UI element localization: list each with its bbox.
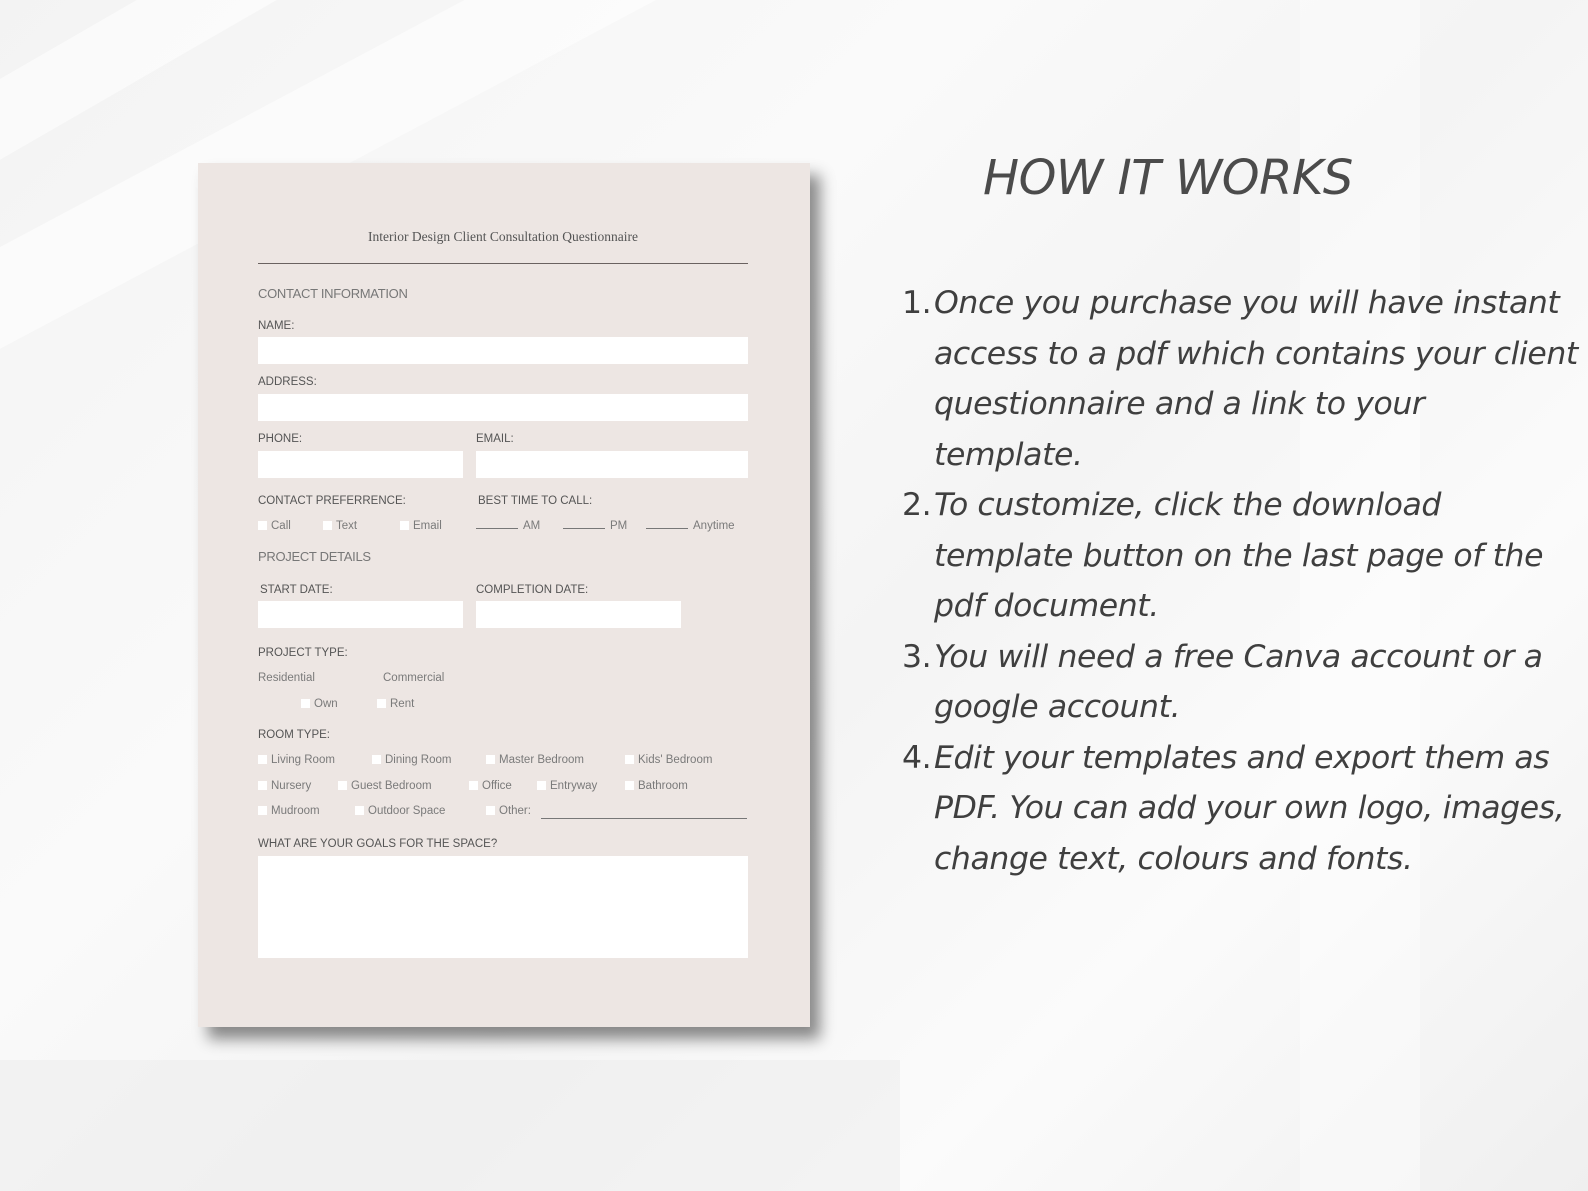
best-time-anytime[interactable]: Anytime: [646, 520, 735, 532]
checkbox[interactable]: [258, 781, 267, 790]
goals-field[interactable]: [258, 856, 748, 958]
checkbox[interactable]: [258, 755, 267, 764]
contact-option-call[interactable]: Call: [258, 520, 291, 532]
checkbox[interactable]: [258, 806, 267, 815]
ownership-own[interactable]: Own: [301, 698, 338, 710]
step-item: 2. To customize, click the download template button on the last page of the pdf document.: [902, 487, 1544, 624]
step-item: 4. Edit your templates and export them as PDF. You can add your own logo, images, change text, colours and fonts.: [902, 739, 1565, 877]
contact-option-email[interactable]: Email: [400, 520, 442, 532]
phone-label: PHONE:: [258, 433, 303, 445]
address-field[interactable]: [258, 394, 748, 421]
completion-date-field[interactable]: [476, 601, 681, 628]
checkbox[interactable]: [486, 806, 495, 815]
checkbox[interactable]: [323, 521, 332, 530]
room-type-label: ROOM TYPE:: [258, 729, 330, 741]
room-type-option[interactable]: Kids' Bedroom: [625, 754, 712, 766]
contact-section-heading: CONTACT INFORMATION: [258, 286, 408, 301]
name-label: NAME:: [258, 320, 295, 332]
room-type-option[interactable]: Master Bedroom: [486, 754, 584, 766]
contact-option-text[interactable]: Text: [323, 520, 357, 532]
checkbox[interactable]: [469, 781, 478, 790]
other-room-line[interactable]: [541, 818, 747, 819]
completion-date-label: COMPLETION DATE:: [476, 584, 589, 596]
address-label: ADDRESS:: [258, 376, 317, 388]
step-item: 3. You will need a free Canva account or a google account.: [902, 638, 1543, 725]
checkbox[interactable]: [400, 521, 409, 530]
blank-line: [563, 528, 605, 529]
checkbox[interactable]: [258, 521, 267, 530]
room-type-option[interactable]: Living Room: [258, 754, 335, 766]
start-date-label: START DATE:: [260, 584, 333, 596]
goals-label: WHAT ARE YOUR GOALS FOR THE SPACE?: [258, 838, 498, 850]
checkbox[interactable]: [338, 781, 347, 790]
step-item: 1. Once you purchase you will have instant access to a pdf which contains your client questionnaire and a link to your template.: [902, 285, 1578, 473]
background-floor: [0, 1060, 900, 1191]
checkbox[interactable]: [355, 806, 364, 815]
room-type-option[interactable]: Entryway: [537, 780, 597, 792]
checkbox[interactable]: [625, 755, 634, 764]
steps-list: [902, 278, 1582, 884]
project-type-commercial: Commercial: [383, 672, 445, 684]
checkbox[interactable]: [301, 699, 310, 708]
room-type-option[interactable]: Nursery: [258, 780, 311, 792]
checkbox[interactable]: [625, 781, 634, 790]
title-divider: [258, 263, 748, 264]
blank-line: [476, 528, 518, 529]
blank-line: [646, 528, 688, 529]
room-type-option[interactable]: Mudroom: [258, 805, 320, 817]
room-type-option[interactable]: Guest Bedroom: [338, 780, 432, 792]
best-time-am[interactable]: AM: [476, 520, 540, 532]
best-time-label: BEST TIME TO CALL:: [478, 495, 593, 507]
name-field[interactable]: [258, 337, 748, 364]
room-type-option[interactable]: Outdoor Space: [355, 805, 445, 817]
start-date-field[interactable]: [258, 601, 463, 628]
checkbox[interactable]: [537, 781, 546, 790]
document-title: Interior Design Client Consultation Questionnaire: [368, 229, 638, 244]
questionnaire-document: [198, 163, 810, 1027]
best-time-pm[interactable]: PM: [563, 520, 627, 532]
project-type-label: PROJECT TYPE:: [258, 647, 348, 659]
checkbox[interactable]: [486, 755, 495, 764]
room-type-option[interactable]: Dining Room: [372, 754, 451, 766]
how-it-works-title: HOW IT WORKS: [983, 150, 1353, 206]
room-type-option[interactable]: Bathroom: [625, 780, 688, 792]
room-type-option[interactable]: Other:: [486, 805, 531, 817]
ownership-rent[interactable]: Rent: [377, 698, 414, 710]
email-label: EMAIL:: [476, 433, 514, 445]
project-section-heading: PROJECT DETAILS: [258, 549, 371, 564]
checkbox[interactable]: [372, 755, 381, 764]
contact-preference-label: CONTACT PREFERRENCE:: [258, 495, 406, 507]
email-field[interactable]: [476, 451, 748, 478]
phone-field[interactable]: [258, 451, 463, 478]
project-type-residential: Residential: [258, 672, 315, 684]
checkbox[interactable]: [377, 699, 386, 708]
room-type-option[interactable]: Office: [469, 780, 512, 792]
